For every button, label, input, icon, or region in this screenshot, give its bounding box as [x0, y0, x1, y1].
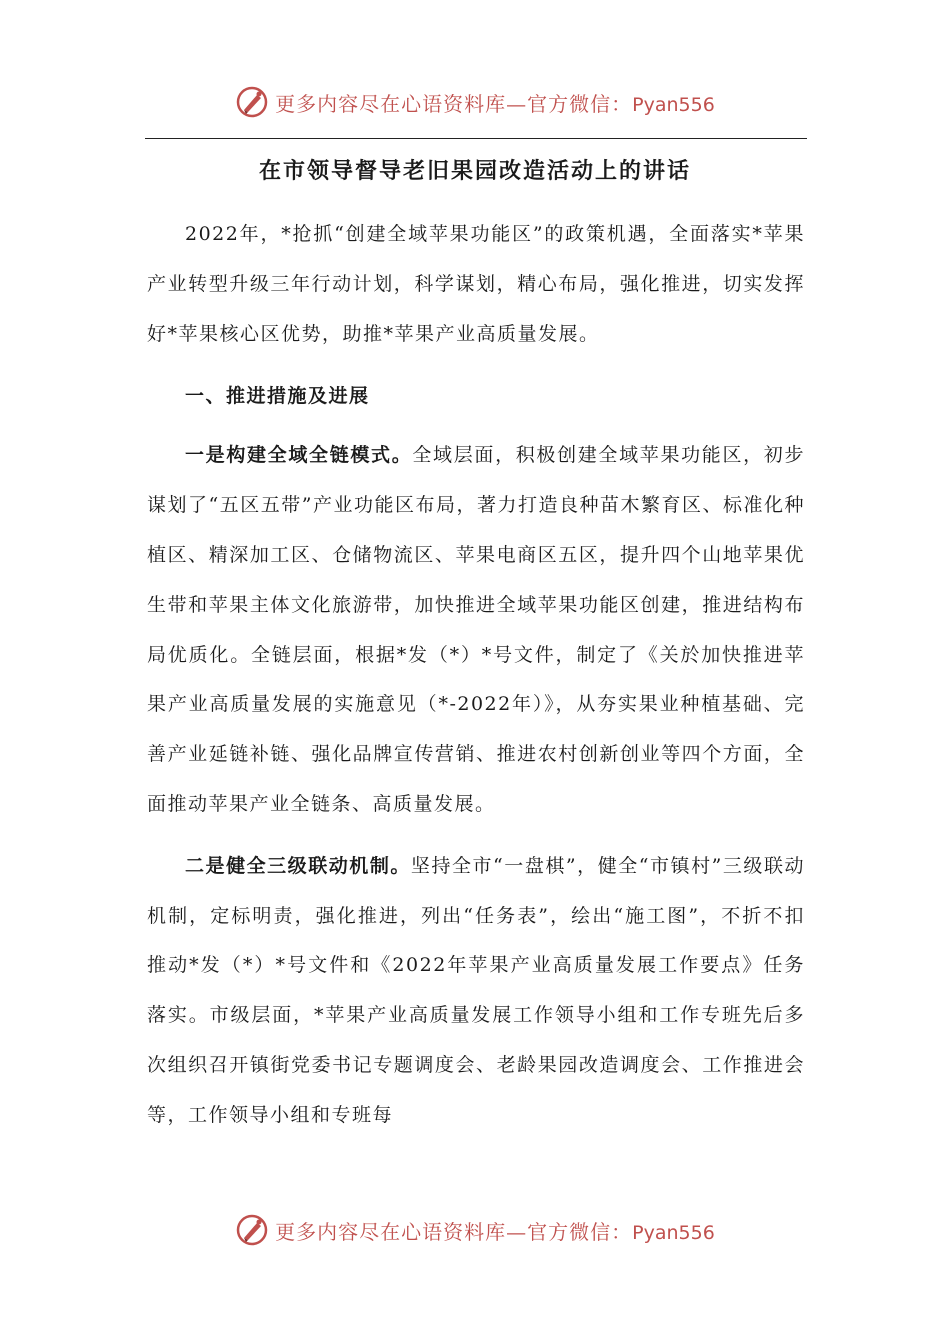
paragraph-1-text: 全域层面，积极创建全域苹果功能区，初步谋划了“五区五带”产业功能区布局，著力打造良种苗木繁育区、标准化种植区、精深加工区、仓储物流区、苹果电商区五区，提升四个山地苹果优生带和苹果主体文化旅游带，加快推进全域苹果功能区创建，推进结构布局优质化。全链层面，根据*发（*）*号文件，制定了《关於加快推进苹果产业高质量发展的实施意见（*-2022年）》，从夯实果业种植基础、完善产业延链补链、强化品牌宣传营销、推进农村创新创业等四个方面，全面推动苹果产业全链条、高质量发展。 — [147, 444, 805, 815]
paragraph-2-text: 坚持全市“一盘棋”，健全“市镇村”三级联动机制，定标明责，强化推进，列出“任务表”，绘出“施工图”，不折不扣推动*发（*）*号文件和《2022年苹果产业高质量发展工作要点》任务落实。市级层面，*苹果产业高质量发展工作领导小组和工作专班先后多次组织召开镇街党委书记专题调度会、老龄果园改造调度会、工作推进会等，工作领导小组和专班每 — [147, 854, 805, 1126]
paragraph-1 — [147, 431, 805, 829]
paragraph-1-lead: 一是构建全域全链模式。 — [185, 444, 413, 467]
paragraph-2-lead: 二是健全三级联动机制。 — [185, 854, 411, 877]
pen-logo-icon — [235, 85, 269, 119]
document-title: 在市领导督导老旧果园改造活动上的讲话 — [258, 159, 691, 184]
watermark-text: 更多内容尽在心语资料库—官方微信：Pyan556 — [275, 91, 715, 116]
pen-logo-icon — [235, 1213, 269, 1247]
document-body — [147, 210, 805, 1141]
watermark-banner-top — [0, 82, 950, 122]
section-heading: 一、推进措施及进展 — [185, 385, 370, 408]
header-divider — [145, 138, 807, 139]
watermark-text: 更多内容尽在心语资料库—官方微信：Pyan556 — [275, 1219, 715, 1244]
paragraph-2 — [147, 842, 805, 1141]
intro-paragraph: 2022年，*抢抓“创建全域苹果功能区”的政策机遇，全面落实*苹果产业转型升级三年行动计划，科学谋划，精心布局，强化推进，切实发挥好*苹果核心区优势，助推*苹果产业高质量发展。 — [147, 223, 805, 345]
watermark-banner-bottom — [0, 1210, 950, 1250]
